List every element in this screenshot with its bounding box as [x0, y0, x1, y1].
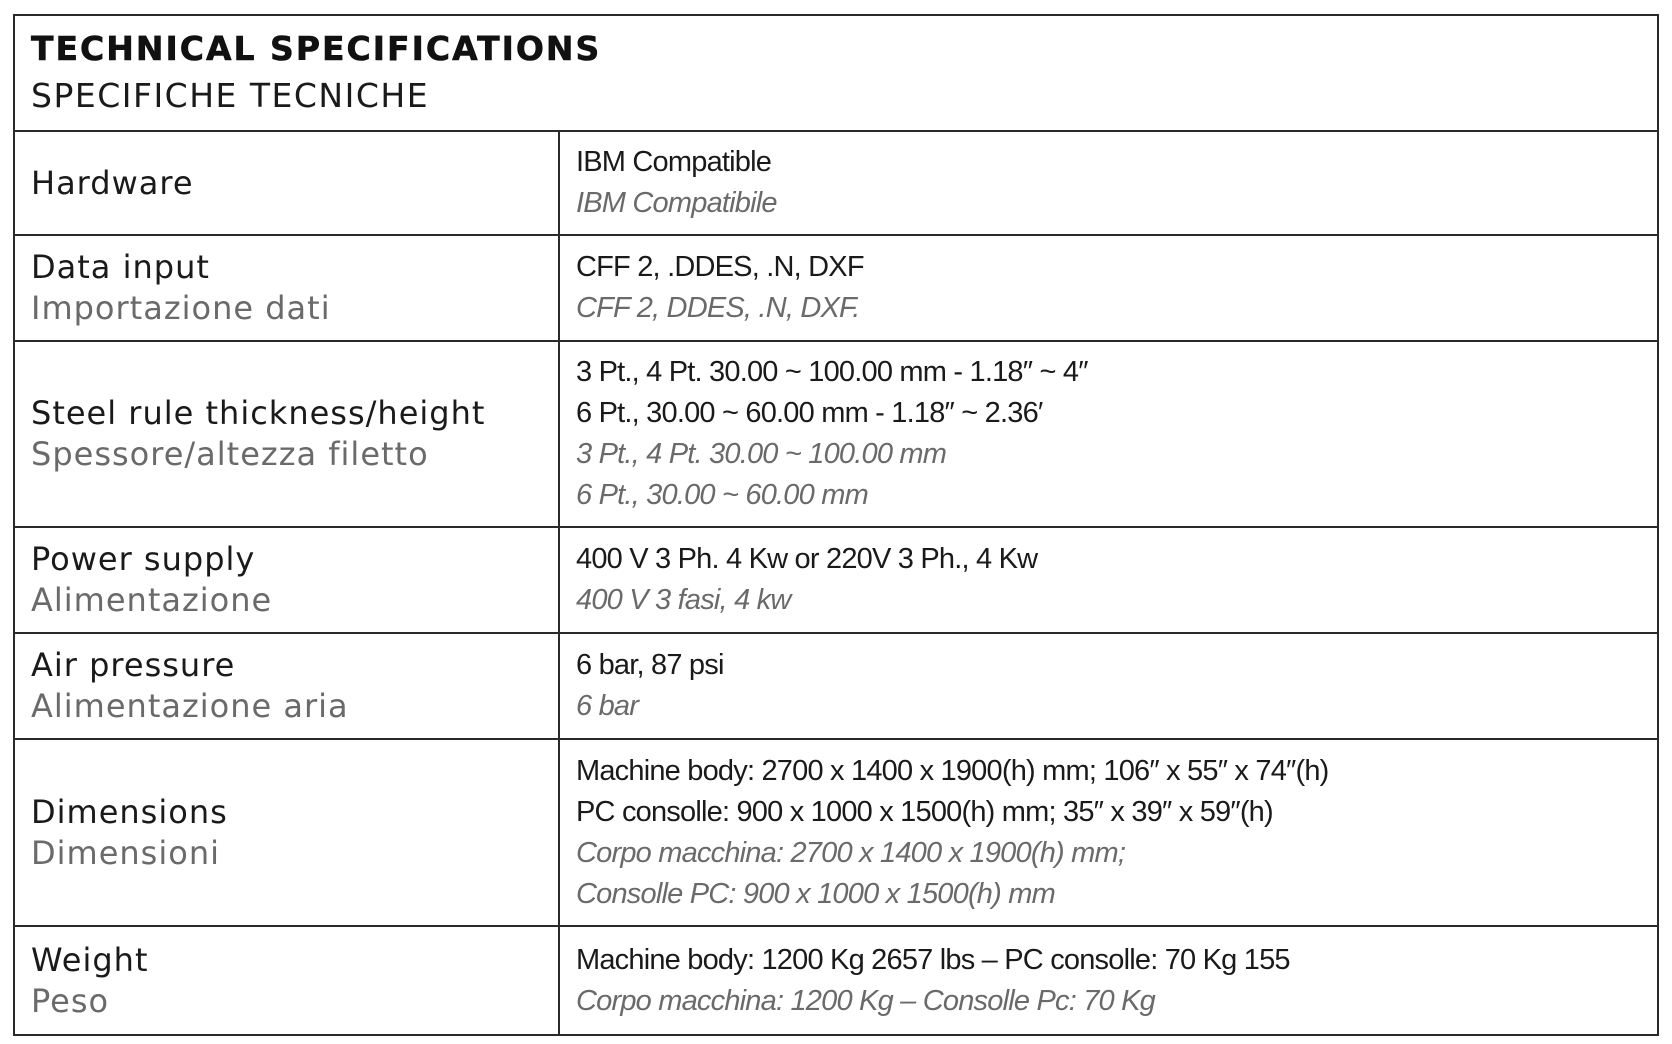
spec-value-en: Machine body: 2700 x 1400 x 1900(h) mm; 106″ x 55″ x 74″(h): [576, 754, 1329, 787]
spec-value-it: Consolle PC: 900 x 1000 x 1500(h) mm: [576, 877, 1055, 910]
spec-label-en: Weight: [31, 940, 149, 979]
spec-label-en: Hardware: [31, 163, 194, 202]
spec-label-en: Data input: [31, 248, 210, 286]
spec-value-en: 6 Pt., 30.00 ~ 60.00 mm - 1.18″ ~ 2.36′: [576, 397, 1043, 429]
spec-value-en: 3 Pt., 4 Pt. 30.00 ~ 100.00 mm - 1.18″ ~ 4″: [576, 356, 1088, 388]
spec-value-cell: [560, 927, 1657, 1034]
spec-value-en: IBM Compatible: [576, 146, 772, 178]
spec-label-en: Steel rule thickness/height: [31, 394, 486, 432]
spec-value-it: Corpo macchina: 1200 Kg – Consolle Pc: 70 Kg: [576, 984, 1155, 1017]
spec-label-it: Importazione dati: [31, 289, 331, 327]
page-title: TECHNICAL SPECIFICATIONS: [31, 29, 602, 68]
spec-label-en: Air pressure: [31, 646, 236, 684]
spec-value-en: Machine body: 1200 Kg 2657 lbs – PC consolle: 70 Kg 155: [576, 943, 1290, 976]
spec-label-cell: [15, 132, 560, 234]
spec-value-cell: [560, 740, 1657, 925]
spec-label-cell: [15, 740, 560, 925]
spec-value-it: Corpo macchina: 2700 x 1400 x 1900(h) mm;: [576, 836, 1126, 869]
spec-row-power-supply: [15, 528, 1657, 634]
spec-label-cell: [15, 236, 560, 340]
spec-value-it: IBM Compatibile: [576, 187, 777, 219]
spec-table: [13, 14, 1659, 1036]
spec-value-cell: [560, 342, 1657, 526]
spec-value-it: 3 Pt., 4 Pt. 30.00 ~ 100.00 mm: [576, 438, 947, 470]
spec-row-steel-rule: [15, 342, 1657, 528]
spec-label-it: Dimensioni: [31, 833, 220, 872]
spec-row-dimensions: [15, 740, 1657, 927]
spec-value-it: 6 Pt., 30.00 ~ 60.00 mm: [576, 479, 868, 511]
spec-label-en: Dimensions: [31, 792, 228, 831]
spec-label-it: Alimentazione: [31, 581, 273, 619]
spec-label-it: Spessore/altezza filetto: [31, 435, 429, 473]
spec-row-air-pressure: [15, 634, 1657, 740]
spec-value-cell: [560, 236, 1657, 340]
spec-row-data-input: [15, 236, 1657, 342]
spec-row-hardware: [15, 132, 1657, 236]
spec-value-en: CFF 2, .DDES, .N, DXF: [576, 251, 864, 283]
spec-label-en: Power supply: [31, 540, 256, 578]
spec-value-it: 6 bar: [576, 690, 639, 722]
spec-value-it: CFF 2, DDES, .N, DXF.: [576, 292, 860, 324]
spec-label-it: Alimentazione aria: [31, 687, 349, 725]
spec-label-cell: [15, 634, 560, 738]
spec-value-en: PC consolle: 900 x 1000 x 1500(h) mm; 35″ x 39″ x 59″(h): [576, 795, 1273, 828]
page-subtitle: SPECIFICHE TECNICHE: [31, 76, 430, 115]
spec-label-cell: [15, 927, 560, 1034]
spec-row-weight: [15, 927, 1657, 1034]
spec-value-cell: [560, 132, 1657, 234]
spec-label-cell: [15, 528, 560, 632]
spec-value-en: 400 V 3 Ph. 4 Kw or 220V 3 Ph., 4 Kw: [576, 543, 1038, 575]
spec-value-cell: [560, 634, 1657, 738]
spec-label-cell: [15, 342, 560, 526]
spec-value-cell: [560, 528, 1657, 632]
spec-label-it: Peso: [31, 981, 110, 1020]
title-block: [15, 16, 1657, 132]
spec-value-en: 6 bar, 87 psi: [576, 649, 724, 681]
spec-value-it: 400 V 3 fasi, 4 kw: [576, 584, 791, 616]
